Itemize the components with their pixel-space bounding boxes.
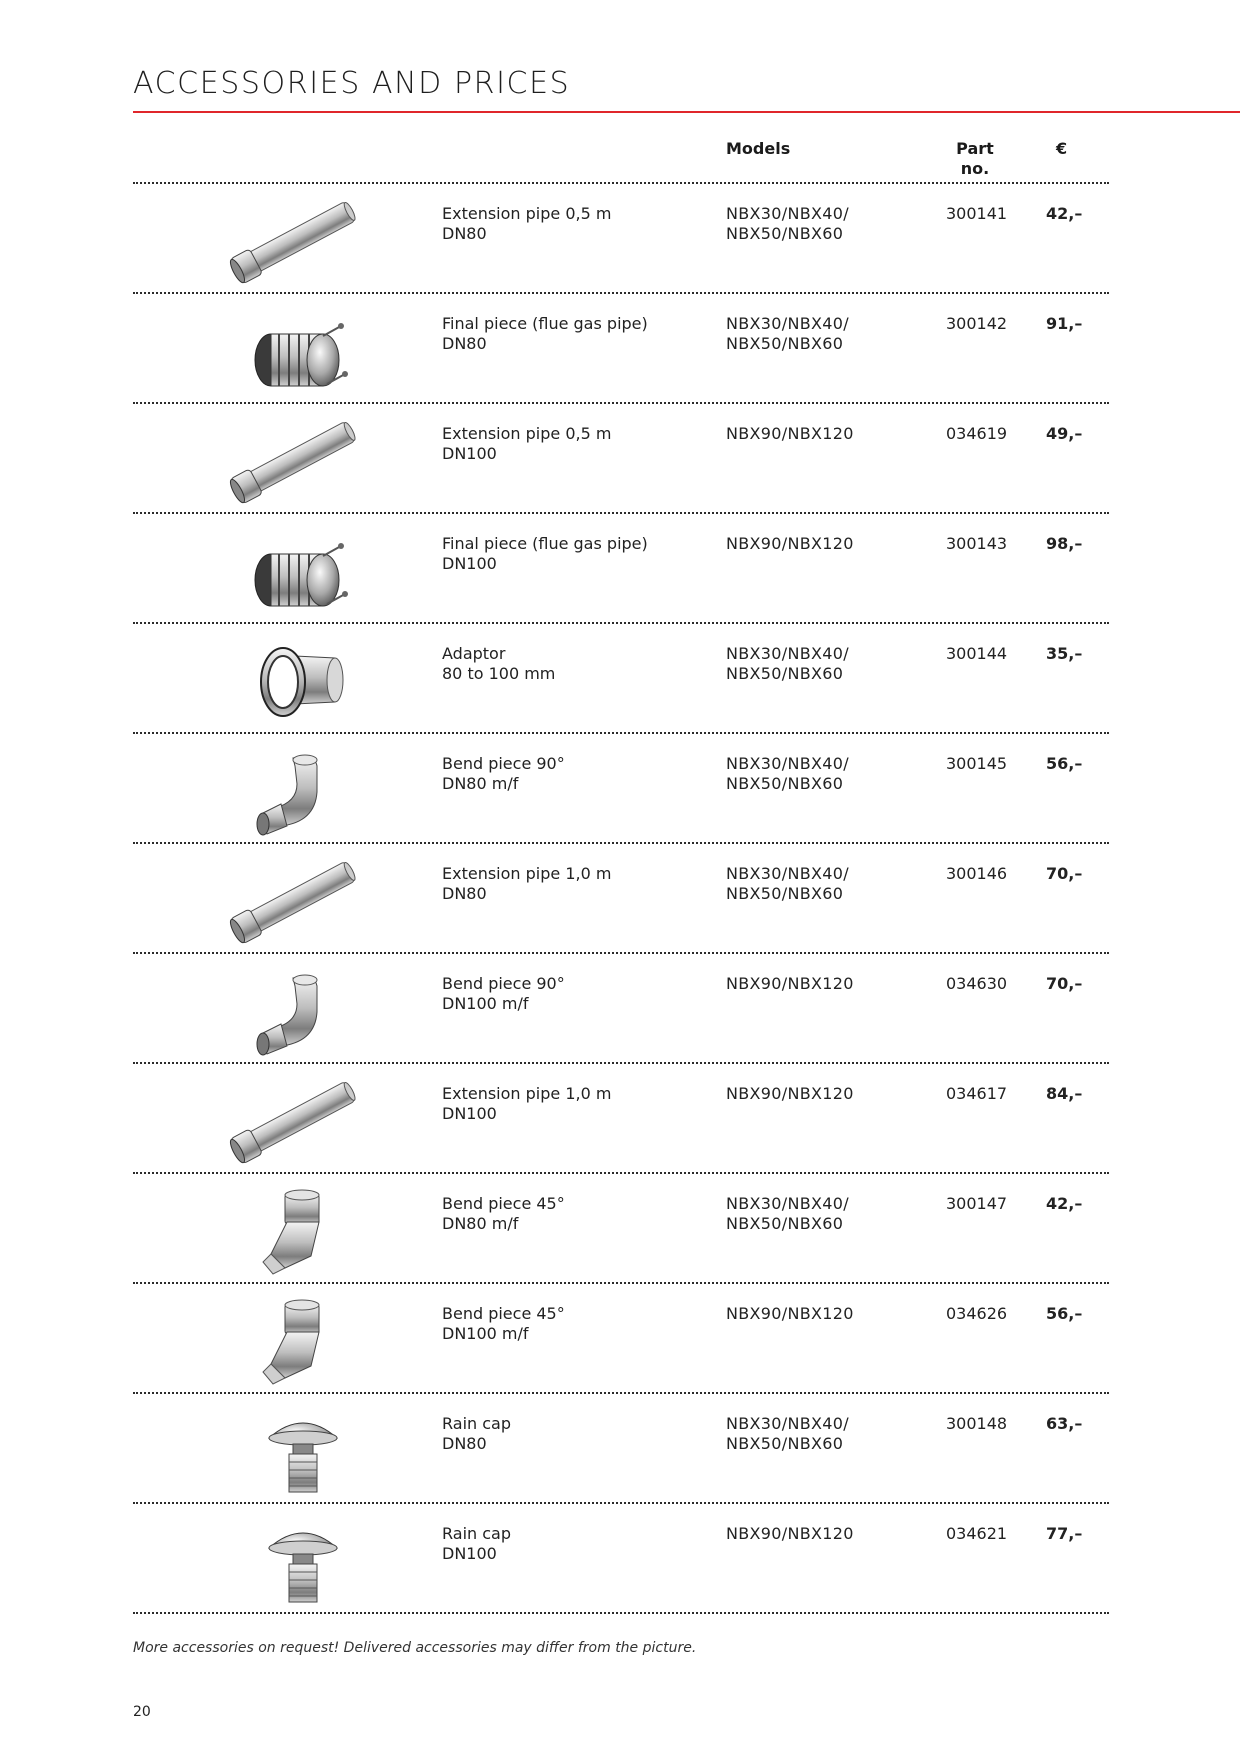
item-part-number: 300142 (946, 314, 1008, 333)
description-line: Bend piece 90° (442, 754, 565, 773)
table-row (133, 1284, 1109, 1394)
description-line: Final piece (flue gas pipe) (442, 534, 648, 553)
description-line: DN80 m/f (442, 1214, 519, 1233)
description-line: 80 to 100 mm (442, 664, 556, 683)
description-line: DN80 (442, 1434, 487, 1453)
table-row (133, 404, 1109, 514)
item-description (442, 1304, 565, 1344)
description-line: Rain cap (442, 1414, 511, 1433)
description-line: Bend piece 90° (442, 974, 565, 993)
item-price: 98,– (1046, 534, 1083, 553)
description-line: Extension pipe 0,5 m (442, 204, 612, 223)
description-line: Extension pipe 1,0 m (442, 864, 612, 883)
models-line: NBX30/NBX40/ (726, 754, 849, 773)
models-line: NBX50/NBX60 (726, 1214, 844, 1233)
item-description (442, 534, 648, 574)
item-models (726, 1194, 849, 1234)
models-line: NBX50/NBX60 (726, 664, 844, 683)
item-models (726, 644, 849, 684)
item-part-number: 300147 (946, 1194, 1008, 1213)
table-row (133, 1064, 1109, 1174)
item-models (726, 1524, 854, 1544)
description-line: Rain cap (442, 1524, 511, 1543)
column-header-models: Models (726, 139, 791, 158)
models-line: NBX30/NBX40/ (726, 314, 849, 333)
table-row (133, 844, 1109, 954)
item-description (442, 1084, 611, 1124)
item-part-number: 034630 (946, 974, 1008, 993)
dotted-separator (133, 1612, 1109, 1614)
column-header-price: € (1056, 139, 1068, 158)
item-part-number: 300145 (946, 754, 1008, 773)
item-models (726, 534, 854, 554)
item-price: 42,– (1046, 1194, 1083, 1213)
description-line: Final piece (flue gas pipe) (442, 314, 648, 333)
item-price: 63,– (1046, 1414, 1083, 1433)
description-line: DN100 m/f (442, 994, 529, 1013)
models-line: NBX90/NBX120 (726, 1304, 854, 1323)
description-line: Extension pipe 1,0 m (442, 1084, 612, 1103)
page-number: 20 (133, 1704, 151, 1720)
item-price: 49,– (1046, 424, 1083, 443)
item-part-number: 034626 (946, 1304, 1008, 1323)
models-line: NBX30/NBX40/ (726, 204, 849, 223)
bend-90-icon (223, 964, 373, 1056)
item-description (442, 974, 565, 1014)
item-part-number: 034619 (946, 424, 1008, 443)
models-line: NBX50/NBX60 (726, 334, 844, 353)
models-line: NBX30/NBX40/ (726, 864, 849, 883)
item-part-number: 300141 (946, 204, 1008, 223)
item-part-number: 300144 (946, 644, 1008, 663)
description-line: Extension pipe 0,5 m (442, 424, 612, 443)
description-line: Bend piece 45° (442, 1304, 565, 1323)
column-header-part-no: Part no. (956, 139, 994, 178)
description-line: DN80 (442, 334, 487, 353)
item-part-number: 300146 (946, 864, 1008, 883)
item-price: 56,– (1046, 754, 1083, 773)
item-part-number: 300143 (946, 534, 1008, 553)
models-line: NBX50/NBX60 (726, 884, 844, 903)
table-row (133, 514, 1109, 624)
item-description (442, 1524, 511, 1564)
description-line: DN100 (442, 1104, 497, 1123)
rain-cap-icon (223, 1514, 373, 1606)
item-price: 35,– (1046, 644, 1083, 663)
item-models (726, 1414, 849, 1454)
models-line: NBX30/NBX40/ (726, 1414, 849, 1433)
table-row (133, 1174, 1109, 1284)
straight-pipe-icon (223, 1074, 373, 1166)
description-line: DN100 (442, 444, 497, 463)
table-row (133, 954, 1109, 1064)
table-row (133, 294, 1109, 404)
adaptor-icon (223, 634, 373, 726)
item-price: 70,– (1046, 974, 1083, 993)
item-models (726, 424, 854, 444)
table-row (133, 734, 1109, 844)
title-underline (133, 111, 1240, 113)
description-line: DN100 (442, 554, 497, 573)
item-models (726, 1084, 854, 1104)
item-description (442, 424, 611, 464)
item-price: 56,– (1046, 1304, 1083, 1323)
page-title: ACCESSORIES AND PRICES (133, 66, 571, 101)
table-row (133, 1504, 1109, 1614)
description-line: DN80 (442, 224, 487, 243)
item-price: 70,– (1046, 864, 1083, 883)
straight-pipe-icon (223, 194, 373, 286)
straight-pipe-icon (223, 854, 373, 946)
description-line: Adaptor (442, 644, 506, 663)
models-line: NBX90/NBX120 (726, 1084, 854, 1103)
item-price: 42,– (1046, 204, 1083, 223)
models-line: NBX90/NBX120 (726, 424, 854, 443)
item-description (442, 204, 611, 244)
description-line: DN80 m/f (442, 774, 519, 793)
item-price: 84,– (1046, 1084, 1083, 1103)
table-row (133, 1394, 1109, 1504)
models-line: NBX50/NBX60 (726, 774, 844, 793)
final-piece-icon (223, 524, 373, 616)
item-models (726, 864, 849, 904)
table-row (133, 624, 1109, 734)
models-line: NBX50/NBX60 (726, 224, 844, 243)
item-price: 77,– (1046, 1524, 1083, 1543)
item-models (726, 1304, 854, 1324)
bend-45-icon (223, 1184, 373, 1276)
item-part-number: 034617 (946, 1084, 1008, 1103)
models-line: NBX90/NBX120 (726, 534, 854, 553)
item-models (726, 754, 849, 794)
item-description (442, 1194, 565, 1234)
item-models (726, 204, 849, 244)
item-description (442, 1414, 511, 1454)
item-part-number: 300148 (946, 1414, 1008, 1433)
models-line: NBX30/NBX40/ (726, 1194, 849, 1213)
item-models (726, 314, 849, 354)
final-piece-icon (223, 304, 373, 396)
footnote: More accessories on request! Delivered accessories may differ from the picture. (133, 1640, 697, 1656)
bend-45-icon (223, 1294, 373, 1386)
description-line: Bend piece 45° (442, 1194, 565, 1213)
bend-90-icon (223, 744, 373, 836)
item-part-number: 034621 (946, 1524, 1008, 1543)
table-row (133, 184, 1109, 294)
item-description (442, 314, 648, 354)
rain-cap-icon (223, 1404, 373, 1496)
item-description (442, 644, 555, 684)
models-line: NBX30/NBX40/ (726, 644, 849, 663)
item-models (726, 974, 854, 994)
models-line: NBX90/NBX120 (726, 1524, 854, 1543)
description-line: DN100 m/f (442, 1324, 529, 1343)
models-line: NBX50/NBX60 (726, 1434, 844, 1453)
straight-pipe-icon (223, 414, 373, 506)
item-description (442, 754, 565, 794)
description-line: DN80 (442, 884, 487, 903)
models-line: NBX90/NBX120 (726, 974, 854, 993)
item-price: 91,– (1046, 314, 1083, 333)
description-line: DN100 (442, 1544, 497, 1563)
item-description (442, 864, 611, 904)
